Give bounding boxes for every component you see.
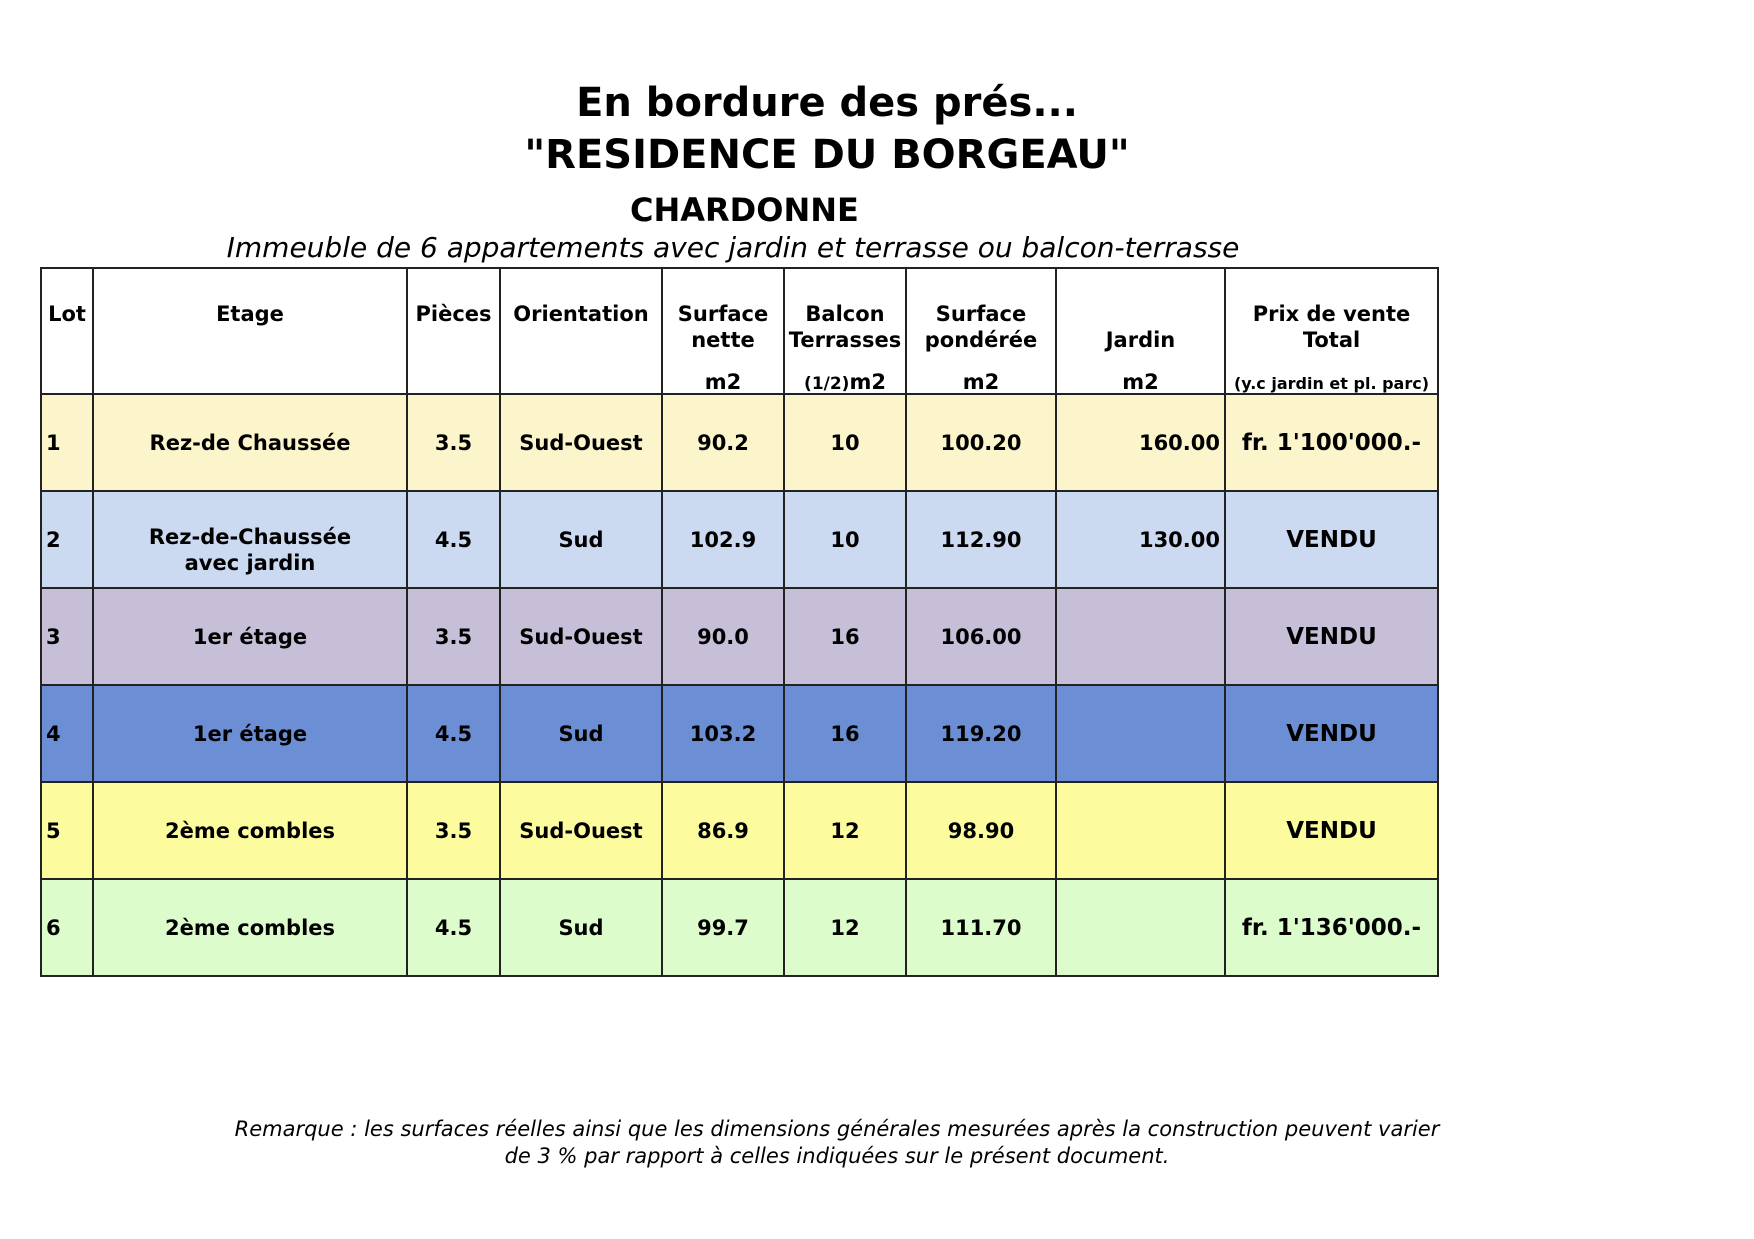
cell-balcon: 10 (784, 491, 906, 588)
cell-balcon: 12 (784, 879, 906, 976)
table-row (41, 782, 1438, 879)
subtitle: Immeuble de 6 appartements avec jardin et terrasse ou balcon-terrasse (226, 231, 1240, 264)
cell-balcon: 16 (784, 588, 906, 685)
cell-surface-nette: 90.0 (662, 588, 784, 685)
cell-prix: VENDU (1225, 491, 1438, 588)
cell-etage: 1er étage (93, 588, 407, 685)
cell-balcon: 10 (784, 394, 906, 491)
cell-pieces: 3.5 (407, 394, 500, 491)
cell-etage: 2ème combles (93, 879, 407, 976)
cell-surface-ponderee: 119.20 (906, 685, 1056, 782)
remark (0, 1116, 1674, 1170)
cell-prix: VENDU (1225, 588, 1438, 685)
cell-prix: VENDU (1225, 685, 1438, 782)
title-line-2: "RESIDENCE DU BORGEAU" (524, 132, 1130, 178)
header-jardin: Jardin m2 (1056, 268, 1225, 394)
table-row (41, 394, 1438, 491)
cell-prix: fr. 1'136'000.- (1225, 879, 1438, 976)
cell-surface-nette: 86.9 (662, 782, 784, 879)
cell-surface-nette: 103.2 (662, 685, 784, 782)
cell-lot: 2 (41, 491, 93, 588)
cell-surface-ponderee: 100.20 (906, 394, 1056, 491)
cell-etage: Rez-de-Chaussée avec jardin (93, 491, 407, 588)
header-etage: Etage (93, 268, 407, 394)
header-pieces: Pièces (407, 268, 500, 394)
table-row (41, 491, 1438, 588)
cell-lot: 4 (41, 685, 93, 782)
table-header-row (41, 268, 1438, 394)
cell-surface-nette: 99.7 (662, 879, 784, 976)
header-surface-ponderee: Surface pondérée m2 (906, 268, 1056, 394)
cell-prix: VENDU (1225, 782, 1438, 879)
cell-surface-ponderee: 106.00 (906, 588, 1056, 685)
cell-jardin (1056, 588, 1225, 685)
cell-surface-nette: 90.2 (662, 394, 784, 491)
cell-pieces: 4.5 (407, 491, 500, 588)
header-balcon: Balcon Terrasses (1/2)m2 (784, 268, 906, 394)
cell-orientation: Sud-Ouest (500, 394, 662, 491)
cell-lot: 5 (41, 782, 93, 879)
cell-surface-nette: 102.9 (662, 491, 784, 588)
remark-line-2: de 3 % par rapport à celles indiquées sur le présent document. (504, 1144, 1170, 1168)
cell-jardin (1056, 879, 1225, 976)
cell-orientation: Sud (500, 685, 662, 782)
cell-pieces: 4.5 (407, 879, 500, 976)
cell-surface-ponderee: 111.70 (906, 879, 1056, 976)
cell-lot: 3 (41, 588, 93, 685)
cell-etage: 1er étage (93, 685, 407, 782)
cell-orientation: Sud-Ouest (500, 588, 662, 685)
lots-table (40, 267, 1439, 977)
table-row (41, 588, 1438, 685)
header-prix: Prix de vente Total (y.c jardin et pl. parc) (1225, 268, 1438, 394)
cell-surface-ponderee: 112.90 (906, 491, 1056, 588)
cell-lot: 1 (41, 394, 93, 491)
header-lot: Lot (41, 268, 93, 394)
cell-jardin: 130.00 (1056, 491, 1225, 588)
cell-pieces: 3.5 (407, 782, 500, 879)
title-line-3: CHARDONNE (630, 191, 859, 229)
cell-prix: fr. 1'100'000.- (1225, 394, 1438, 491)
header-surface-nette: Surface nette m2 (662, 268, 784, 394)
cell-balcon: 16 (784, 685, 906, 782)
cell-balcon: 12 (784, 782, 906, 879)
remark-line-1: Remarque : les surfaces réelles ainsi que les dimensions générales mesurées après la construction peuvent varier (234, 1117, 1440, 1141)
cell-jardin (1056, 685, 1225, 782)
title-line-1: En bordure des prés... (576, 80, 1078, 126)
cell-surface-ponderee: 98.90 (906, 782, 1056, 879)
table-row (41, 685, 1438, 782)
cell-etage: Rez-de Chaussée (93, 394, 407, 491)
cell-orientation: Sud-Ouest (500, 782, 662, 879)
cell-pieces: 3.5 (407, 588, 500, 685)
cell-jardin: 160.00 (1056, 394, 1225, 491)
cell-etage: 2ème combles (93, 782, 407, 879)
header-orientation: Orientation (500, 268, 662, 394)
cell-lot: 6 (41, 879, 93, 976)
table-row (41, 879, 1438, 976)
cell-orientation: Sud (500, 879, 662, 976)
cell-pieces: 4.5 (407, 685, 500, 782)
cell-jardin (1056, 782, 1225, 879)
cell-orientation: Sud (500, 491, 662, 588)
